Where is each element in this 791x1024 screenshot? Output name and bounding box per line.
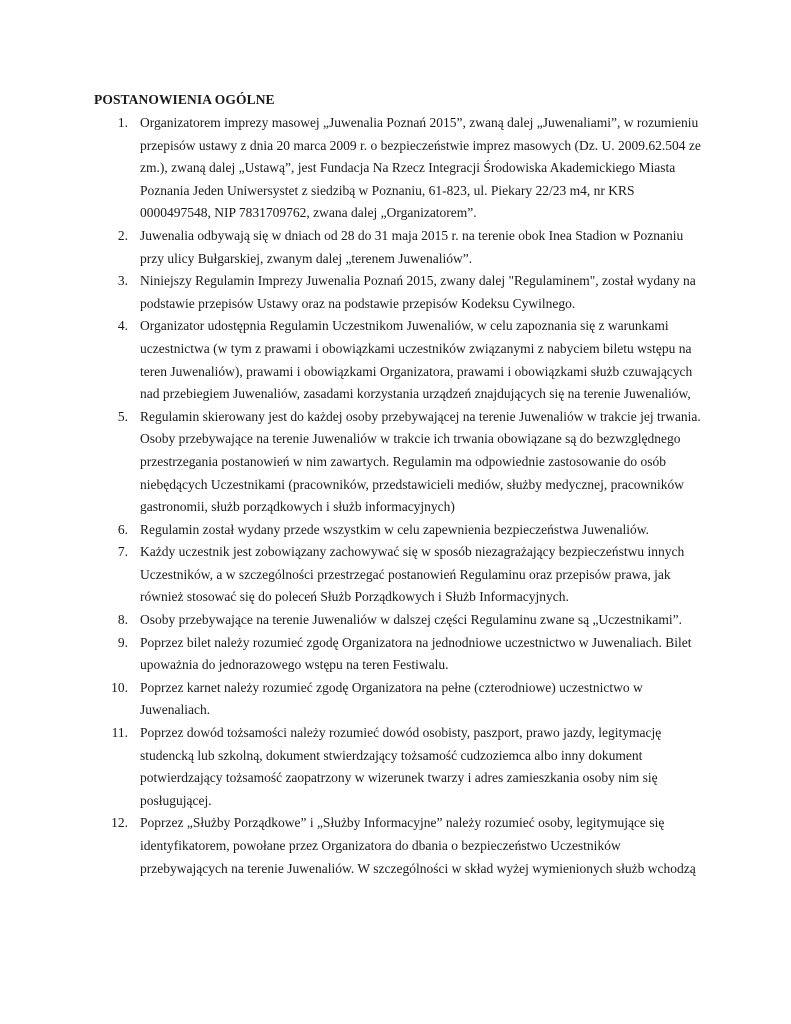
list-item xyxy=(0,270,791,315)
list-item-number: 12. xyxy=(111,815,128,831)
list-item-text: Poprzez karnet należy rozumieć zgodę Organizatora na pełne (czterodniowe) uczestnictwo w Juwenaliach. xyxy=(140,679,643,718)
list-item xyxy=(0,632,791,677)
list-item-number: 3. xyxy=(117,273,128,289)
list-item-text: Organizatorem imprezy masowej „Juwenalia Poznań 2015”, zwaną dalej „Juwenaliami”, w rozumieniu przepisów ustawy z dnia 20 marca 2009 r. o bezpieczeństwie imprez masowych (Dz. U. 2009.62.504 ze zm.), zwaną dalej „Ustawą”, jest Fundacja Na Rzecz Integracji Środowiska Akademickiego Miasta Poznania Jeden Uniwersystet z siedzibą w Poznaniu, 61-823, ul. Piekary 22/23 m4, nr KRS 0000497548, NIP 7831709762, zwana dalej „Organizatorem”. xyxy=(140,115,701,221)
list-item-number: 2. xyxy=(117,227,128,243)
list-item-text: Organizator udostępnia Regulamin Uczestnikom Juwenaliów, w celu zapoznania się z warunkami uczestnictwa (w tym z prawami i obowiązkami uczestników związanymi z nabyciem biletu wstępu na teren Juwenaliów), prawami i obowiązkami Organizatora, prawami i obowiązkami służb czuwających nad przebiegiem Juwenaliów, zasadami korzystania urządzeń znajdujących się na terenie Juwenaliów, xyxy=(140,318,693,402)
list-item xyxy=(0,722,791,812)
section-heading: POSTANOWIENIA OGÓLNE xyxy=(94,92,275,107)
list-item-text: Poprzez „Służby Porządkowe” i „Służby Informacyjne” należy rozumieć osoby, legitymujące się identyfikatorem, powołane przez Organizatora do dbania o bezpieczeństwo Uczestników przebywających na terenie Juwenaliów. W szczególności w skład wyżej wymienionych służb wchodzą xyxy=(140,815,696,876)
list-item xyxy=(0,315,791,405)
list-item-number: 9. xyxy=(117,634,128,650)
list-item xyxy=(0,541,791,609)
list-item xyxy=(0,406,791,519)
list-item-text: Niniejszy Regulamin Imprezy Juwenalia Poznań 2015, zwany dalej "Regulaminem", został wydany na podstawie przepisów Ustawy oraz na podstawie przepisów Kodeksu Cywilnego. xyxy=(140,273,696,311)
list-item-number: 7. xyxy=(117,544,128,560)
list-item-number: 4. xyxy=(117,318,128,334)
list-item-number: 8. xyxy=(117,612,128,628)
list-item-text: Poprzez dowód tożsamości należy rozumieć dowód osobisty, paszport, prawo jazdy, legitymację studencką lub szkolną, dokument stwierdzający tożsamość cudzoziemca albo inny dokument potwierdzający tożsamość zaopatrzony w wizerunek twarzy i adres zamieszkania osoby nim się posługującej. xyxy=(140,725,662,808)
list-item xyxy=(0,609,791,632)
list-item-text: Regulamin został wydany przede wszystkim w celu zapewnienia bezpieczeństwa Juwenaliów. xyxy=(140,521,649,537)
list-item-number: 6. xyxy=(117,521,128,537)
list-item-text: Każdy uczestnik jest zobowiązany zachowywać się w sposób niezagrażający bezpieczeństwu innych Uczestników, a w szczególności przestrzegać postanowień Regulaminu oraz przepisów prawa, jak również stosować się do poleceń Służb Porządkowych i Służb Informacyjnych. xyxy=(140,544,685,605)
list-item-text: Juwenalia odbywają się w dniach od 28 do 31 maja 2015 r. na terenie obok Inea Stadion w Poznaniu przy ulicy Bułgarskiej, zwanym dalej „terenem Juwenaliów”. xyxy=(140,227,684,266)
list-item xyxy=(0,225,791,270)
list-item-text: Regulamin skierowany jest do każdej osoby przebywającej na terenie Juwenaliów w trakcie jej trwania. Osoby przebywające na terenie Juwenaliów w trakcie ich trwania obowiązane są do bezwzględnego przestrzegania postanowień w nim zawartych. Regulamin ma odpowiednie zastosowanie do osób niebędących Uczestnikami (pracowników, przedstawicieli mediów, służby medycznej, pracowników gastronomii, służb porządkowych i służb informacyjnych) xyxy=(140,408,701,515)
list-item-text: Osoby przebywające na terenie Juwenaliów w dalszej części Regulaminu zwane są „Uczestnikami”. xyxy=(140,612,683,628)
list-item xyxy=(0,519,791,542)
list-item-number: 5. xyxy=(117,408,128,424)
list-item xyxy=(0,112,791,225)
list-item xyxy=(0,812,791,880)
list-item xyxy=(0,677,791,722)
list-item-number: 11. xyxy=(111,725,128,741)
list-item-number: 1. xyxy=(117,115,128,130)
regulations-list xyxy=(0,112,791,880)
list-item-number: 10. xyxy=(111,679,128,695)
list-item-text: Poprzez bilet należy rozumieć zgodę Organizatora na jednodniowe uczestnictwo w Juwenaliach. Bilet upoważnia do jednorazowego wstępu na teren Festiwalu. xyxy=(140,634,692,673)
